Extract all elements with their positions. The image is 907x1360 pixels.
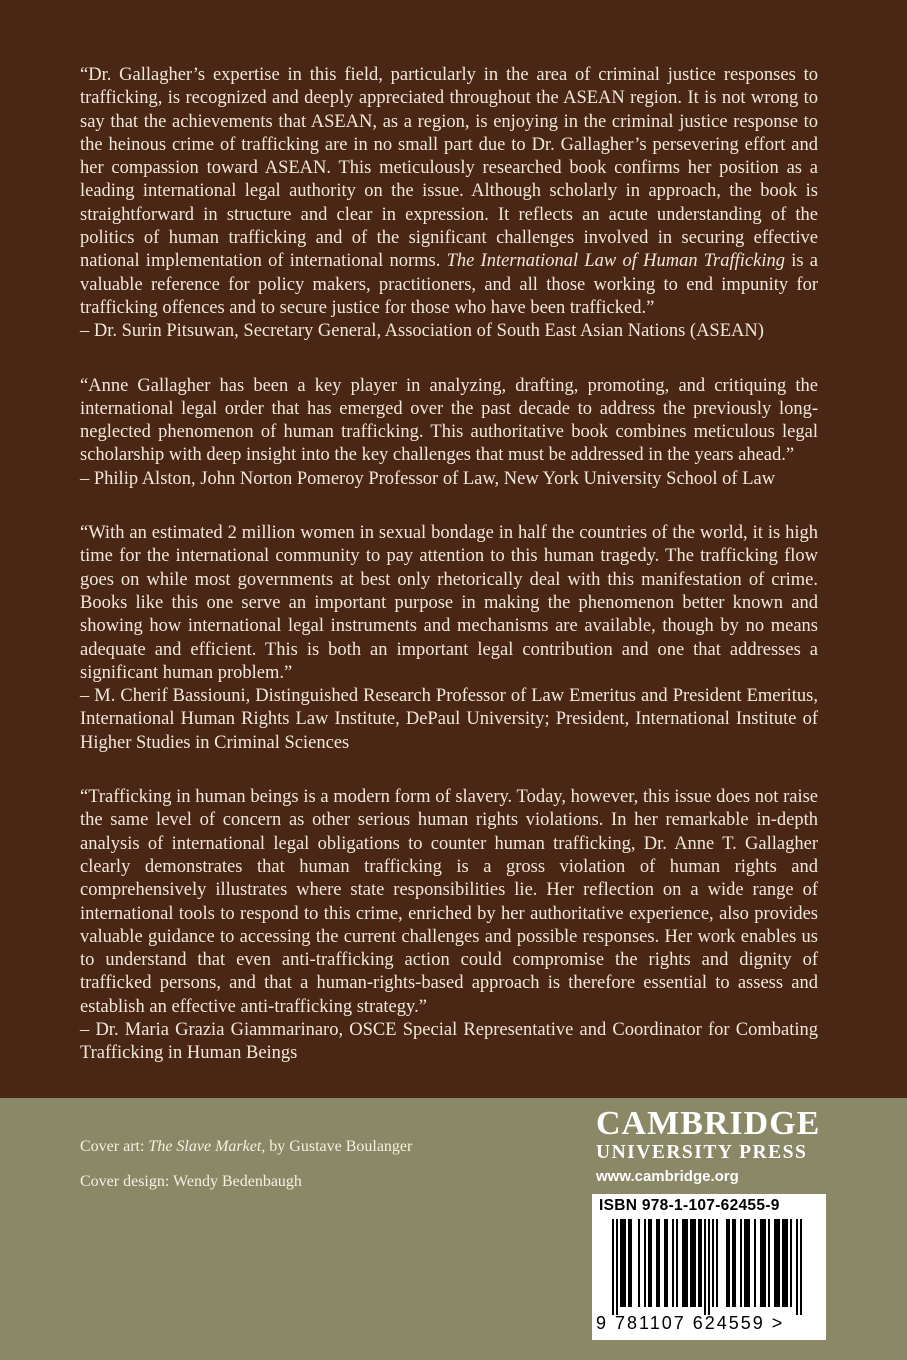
barcode-bar bbox=[656, 1219, 658, 1307]
endorsement-attribution: – Dr. Maria Grazia Giammarinaro, OSCE Special Representative and Coordinator for Combating Trafficking in Human Beings bbox=[80, 1019, 818, 1064]
barcode-bar bbox=[708, 1219, 710, 1315]
barcode-bar bbox=[622, 1219, 624, 1307]
barcode-digits: 9 781107 624559 > bbox=[596, 1313, 785, 1333]
barcode-bars bbox=[600, 1219, 818, 1315]
barcode-bar bbox=[746, 1219, 748, 1307]
endorsement-text-part: is a valuable reference for policy makers, practitioners, and all those working to end impunity for trafficking offences and to secure justice for those who have been trafficked.” bbox=[80, 251, 818, 318]
cover-art-credit bbox=[80, 1138, 412, 1156]
barcode-bar bbox=[784, 1219, 786, 1307]
barcode-bar bbox=[616, 1219, 618, 1315]
endorsements bbox=[80, 64, 818, 1097]
barcode-bar bbox=[776, 1219, 778, 1307]
barcode-bar bbox=[620, 1219, 622, 1307]
barcode-bar bbox=[716, 1219, 718, 1307]
artwork-title: The Slave Market, bbox=[148, 1138, 266, 1155]
barcode-bar bbox=[692, 1219, 694, 1307]
barcode-bar bbox=[612, 1219, 614, 1315]
artist-name: by Gustave Boulanger bbox=[265, 1138, 413, 1155]
barcode-bar bbox=[740, 1219, 742, 1307]
endorsement-3 bbox=[80, 522, 818, 755]
barcode-bar bbox=[796, 1219, 798, 1315]
barcode-bar bbox=[700, 1219, 702, 1307]
barcode-bar bbox=[764, 1219, 766, 1307]
endorsement-text: “Anne Gallagher has been a key player in analyzing, drafting, promoting, and critiquing the international legal order that has emerged over the past decade to address the previously long-neglected phenomenon of human trafficking. This authoritative book combines meticulous legal scholarship with deep insight into the key challenges that must be addressed in the years ahead.” bbox=[80, 375, 818, 466]
barcode-bar bbox=[648, 1219, 650, 1307]
barcode-bar bbox=[754, 1219, 756, 1307]
publisher-name: CAMBRIDGE bbox=[596, 1105, 821, 1142]
endorsement-attribution: – M. Cherif Bassiouni, Distinguished Research Professor of Law Emeritus and President Emeritus, International Human Rights Law Institute, DePaul University; President, International Institute of Higher Studies in Criminal Sciences bbox=[80, 686, 818, 753]
endorsement-2 bbox=[80, 375, 818, 491]
endorsement-text: “With an estimated 2 million women in sexual bondage in half the countries of the world, it is high time for the international community to pay attention to this human tragedy. The trafficking flow goes on while most governments at best only rhetorically deal with this manifestation of crime. Books like this one serve an important purpose in making the phenomenon better known and showing how international legal instruments and mechanisms are available, though by no means adequate and efficient. This is both an important legal contribution and one that addresses a significant human problem.” bbox=[80, 523, 818, 683]
barcode-bar bbox=[664, 1219, 666, 1307]
barcode-bar bbox=[774, 1219, 776, 1307]
barcode-bar bbox=[712, 1219, 714, 1307]
barcode-bar bbox=[694, 1219, 696, 1307]
barcode-bar bbox=[704, 1219, 706, 1315]
endorsement-text-part: “Dr. Gallagher’s expertise in this field, particularly in the area of criminal justice responses to trafficking, is recognized and deeply appreciated throughout the ASEAN region. It is not wrong to say that the achievements that ASEAN, as a region, is enjoying in the criminal justice response to the heinous crime of trafficking are in no small part due to Dr. Gallagher’s persevering effort and her compassion toward ASEAN. This meticulously researched book confirms her position as a leading international legal authority on the issue. Although scholarly in approach, the book is straightforward in structure and clear in expression. It reflects an acute understanding of the politics of human trafficking and of the significant challenges involved in securing effective national implementation of international norms. bbox=[80, 65, 818, 272]
endorsement-4 bbox=[80, 786, 818, 1066]
barcode-bar bbox=[690, 1219, 692, 1307]
barcode-bar bbox=[790, 1219, 792, 1307]
publisher-subname: UNIVERSITY PRESS bbox=[596, 1142, 808, 1163]
endorsement-text bbox=[80, 64, 818, 320]
cover-design-credit: Cover design: Wendy Bedenbaugh bbox=[80, 1173, 302, 1190]
barcode-bar bbox=[726, 1219, 728, 1307]
endorsement-1 bbox=[80, 64, 818, 344]
barcode-bar bbox=[698, 1219, 700, 1307]
barcode-bar bbox=[744, 1219, 746, 1307]
barcode-bar bbox=[732, 1219, 734, 1307]
barcode-bar bbox=[638, 1219, 640, 1307]
barcode-bar bbox=[748, 1219, 750, 1307]
barcode-bar bbox=[686, 1219, 688, 1307]
barcode-bar bbox=[786, 1219, 788, 1307]
barcode-bar bbox=[676, 1219, 678, 1307]
barcode-bar bbox=[672, 1219, 674, 1307]
barcode-bar bbox=[644, 1219, 646, 1307]
barcode-bar bbox=[768, 1219, 770, 1307]
barcode-bar bbox=[658, 1219, 660, 1307]
barcode-bar bbox=[682, 1219, 684, 1307]
barcode-bar bbox=[650, 1219, 652, 1307]
credit-label: Cover art: bbox=[80, 1138, 149, 1155]
book-title: The International Law of Human Trafficking bbox=[446, 251, 785, 272]
barcode-bar bbox=[782, 1219, 784, 1307]
publisher-url: www.cambridge.org bbox=[596, 1168, 739, 1185]
barcode-bar bbox=[800, 1219, 802, 1315]
isbn-barcode bbox=[592, 1194, 826, 1340]
barcode-bar bbox=[762, 1219, 764, 1307]
barcode-bar bbox=[760, 1219, 762, 1307]
barcode-bar bbox=[624, 1219, 626, 1307]
barcode-bar bbox=[630, 1219, 632, 1307]
barcode-bar bbox=[684, 1219, 686, 1307]
endorsement-attribution: – Dr. Surin Pitsuwan, Secretary General, Association of South East Asian Nations (ASEAN) bbox=[80, 321, 764, 342]
publisher-logo bbox=[596, 1106, 836, 1185]
barcode-bar bbox=[728, 1219, 730, 1307]
credits bbox=[80, 1138, 412, 1208]
barcode-bar bbox=[628, 1219, 630, 1307]
endorsement-attribution: – Philip Alston, John Norton Pomeroy Professor of Law, New York University School of Law bbox=[80, 468, 776, 489]
barcode-bar bbox=[778, 1219, 780, 1307]
barcode-bar bbox=[666, 1219, 668, 1307]
isbn-label: ISBN 978-1-107-62455-9 bbox=[599, 1197, 780, 1214]
endorsement-text: “Trafficking in human beings is a modern form of slavery. Today, however, this issue does not raise the same level of concern as other serious human rights violations. In her remarkable in-depth analysis of international legal obligations to counter human trafficking, Dr. Anne T. Gallagher clearly demonstrates that human trafficking is a gross violation of human rights and comprehensively illustrates where state responsibilities lie. Her reflection on a wide range of international tools to respond to this crime, enriched by her authoritative experience, also provides valuable guidance to accessing the current challenges and possible responses. Her work enables us to understand that even anti-trafficking action could compromise the rights and dignity of trafficked persons, and that a human-rights-based approach is therefore essential to assess and establish an effective anti-trafficking strategy.” bbox=[80, 787, 818, 1017]
barcode-bar bbox=[734, 1219, 736, 1307]
